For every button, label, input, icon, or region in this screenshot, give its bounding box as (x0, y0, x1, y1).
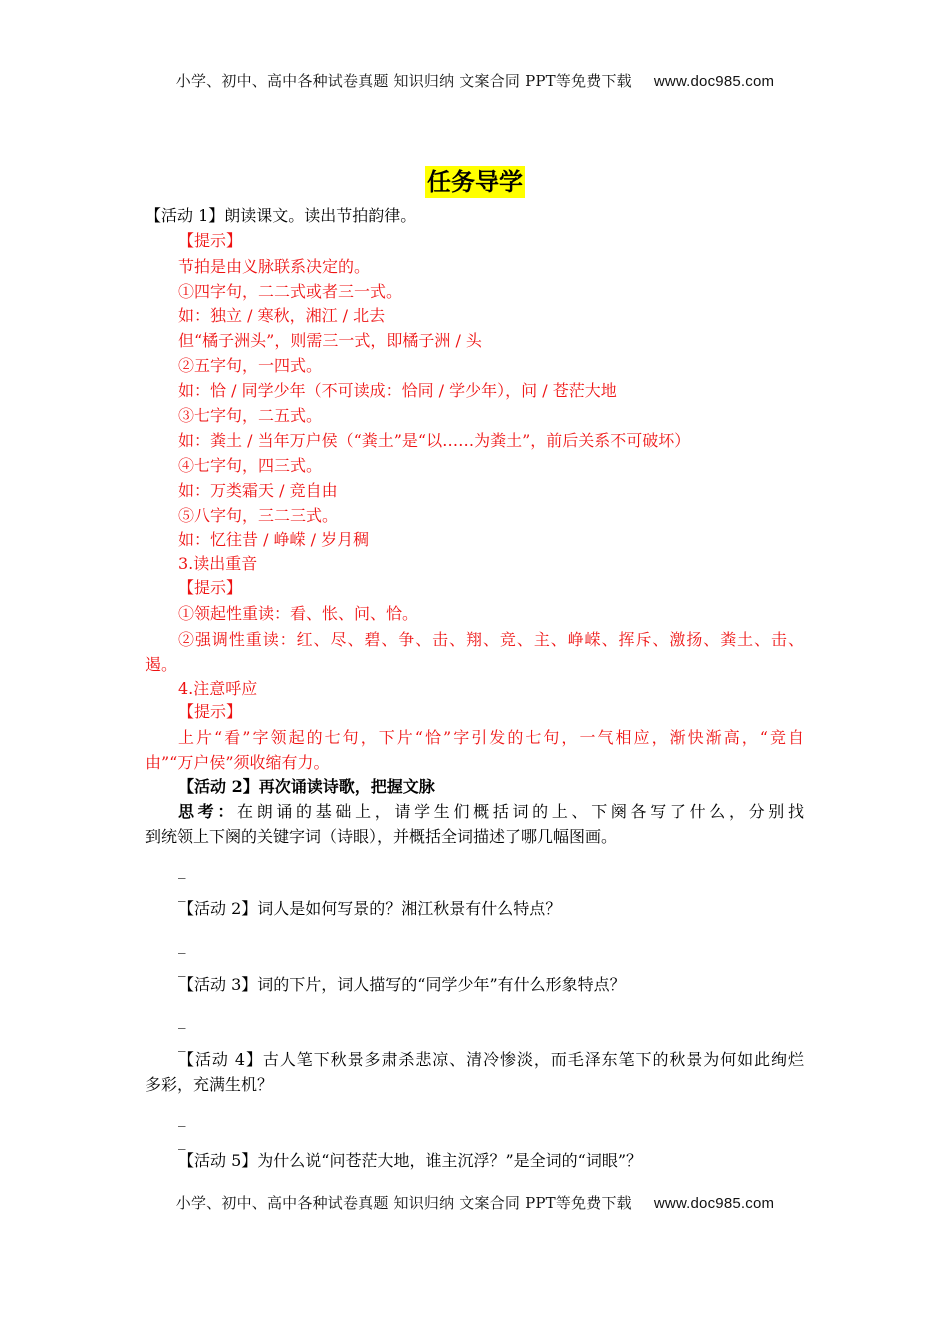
hint-line: ①四字句，二二式或者三一式。 (178, 282, 403, 301)
question-item (178, 1050, 804, 1070)
hint-line: ③七字句，二五式。 (178, 406, 323, 425)
question-item (178, 975, 626, 995)
think-label: 思考： (178, 802, 238, 821)
think-line-cont: 到统领上下阕的关键字词（诗眼），并概括全词描述了哪几幅图画。 (145, 827, 618, 846)
answer-blank[interactable]: _ (178, 884, 186, 902)
answer-blank[interactable]: _ (178, 936, 186, 954)
hint-line: ②五字句，一四式。 (178, 356, 323, 375)
footer-text: 小学、初中、高中各种试卷真题 知识归纳 文案合同 PPT等免费下载 (175, 1194, 632, 1212)
hint-line: 如：万类霜天 / 竞自由 (178, 481, 338, 500)
answer-blank[interactable]: _ (178, 1034, 186, 1052)
question-text-cont: 多彩，充满生机？ (145, 1075, 274, 1094)
answer-blank[interactable]: _ (178, 959, 186, 977)
question-text: 词人是如何写景的？湘江秋景有什么特点？ (257, 899, 562, 918)
question-label: 【活动 2】 (178, 899, 258, 918)
page-header (0, 70, 950, 91)
section-heading: 3.读出重音 (178, 554, 258, 573)
stress-line: ②强调性重读：红、尽、碧、争、击、翔、竞、主、峥嵘、挥斥、激扬、粪土、击、 (178, 630, 804, 649)
think-text: 在朗诵的基础上，请学生们概括词的上、下阕各写了什么，分别找 (237, 802, 804, 821)
question-label: 【活动 4】 (178, 1050, 263, 1069)
page-footer (0, 1192, 950, 1213)
header-url[interactable]: www.doc985.com (653, 73, 775, 90)
section-heading: 4.注意呼应 (178, 679, 258, 698)
hint-label: 【提示】 (178, 231, 243, 250)
question-item (178, 899, 561, 919)
echo-line: 上片“看”字领起的七句，下片“恰”字引发的七句，一气相应，渐快渐高，“竞自 (178, 728, 804, 747)
stress-line-cont: 遏。 (145, 655, 178, 674)
hint-line: 如：独立 / 寒秋，湘江 / 北去 (178, 306, 386, 325)
think-line (178, 802, 804, 822)
question-item (178, 1151, 642, 1171)
answer-blank[interactable]: _ (178, 861, 186, 879)
echo-line-cont: 由”“万户侯”须收缩有力。 (145, 753, 330, 772)
hint-label: 【提示】 (178, 578, 243, 597)
activity1-heading: 【活动 1】朗读课文。读出节拍韵律。 (145, 206, 417, 225)
hint-line: 但“橘子洲头”，则需三一式，即橘子洲 / 头 (178, 331, 482, 350)
hint-line: ④七字句，四三式。 (178, 456, 323, 475)
footer-url[interactable]: www.doc985.com (653, 1195, 775, 1212)
hint-line: ⑤八字句，三二三式。 (178, 506, 339, 525)
answer-blank[interactable]: _ (178, 1109, 186, 1127)
stress-line: ①领起性重读：看、怅、问、恰。 (178, 604, 419, 623)
title-container (0, 166, 950, 198)
question-text: 为什么说“问苍茫大地，谁主沉浮？”是全词的“词眼”？ (257, 1151, 643, 1170)
hint-label: 【提示】 (178, 702, 243, 721)
header-text: 小学、初中、高中各种试卷真题 知识归纳 文案合同 PPT等免费下载 (175, 72, 632, 90)
hint-line: 节拍是由义脉联系决定的。 (178, 257, 371, 276)
hint-line: 如：忆往昔 / 峥嵘 / 岁月稠 (178, 530, 370, 549)
question-text: 古人笔下秋景多肃杀悲凉、清冷惨淡，而毛泽东笔下的秋景为何如此绚烂 (262, 1050, 804, 1069)
hint-line: 如：粪土 / 当年万户侯（“粪土”是“以……为粪土”，前后关系不可破坏） (178, 431, 691, 450)
question-label: 【活动 5】 (178, 1151, 258, 1170)
page-title: 任务导学 (427, 168, 523, 196)
answer-blank[interactable]: _ (178, 1132, 186, 1150)
question-label: 【活动 3】 (178, 975, 258, 994)
activity2-heading: 【活动 2】再次诵读诗歌，把握文脉 (178, 777, 435, 796)
answer-blank[interactable]: _ (178, 1011, 186, 1029)
hint-line: 如：恰 / 同学少年（不可读成：恰同 / 学少年），问 / 苍茫大地 (178, 381, 617, 400)
question-text: 词的下片，词人描写的“同学少年”有什么形象特点？ (257, 975, 626, 994)
